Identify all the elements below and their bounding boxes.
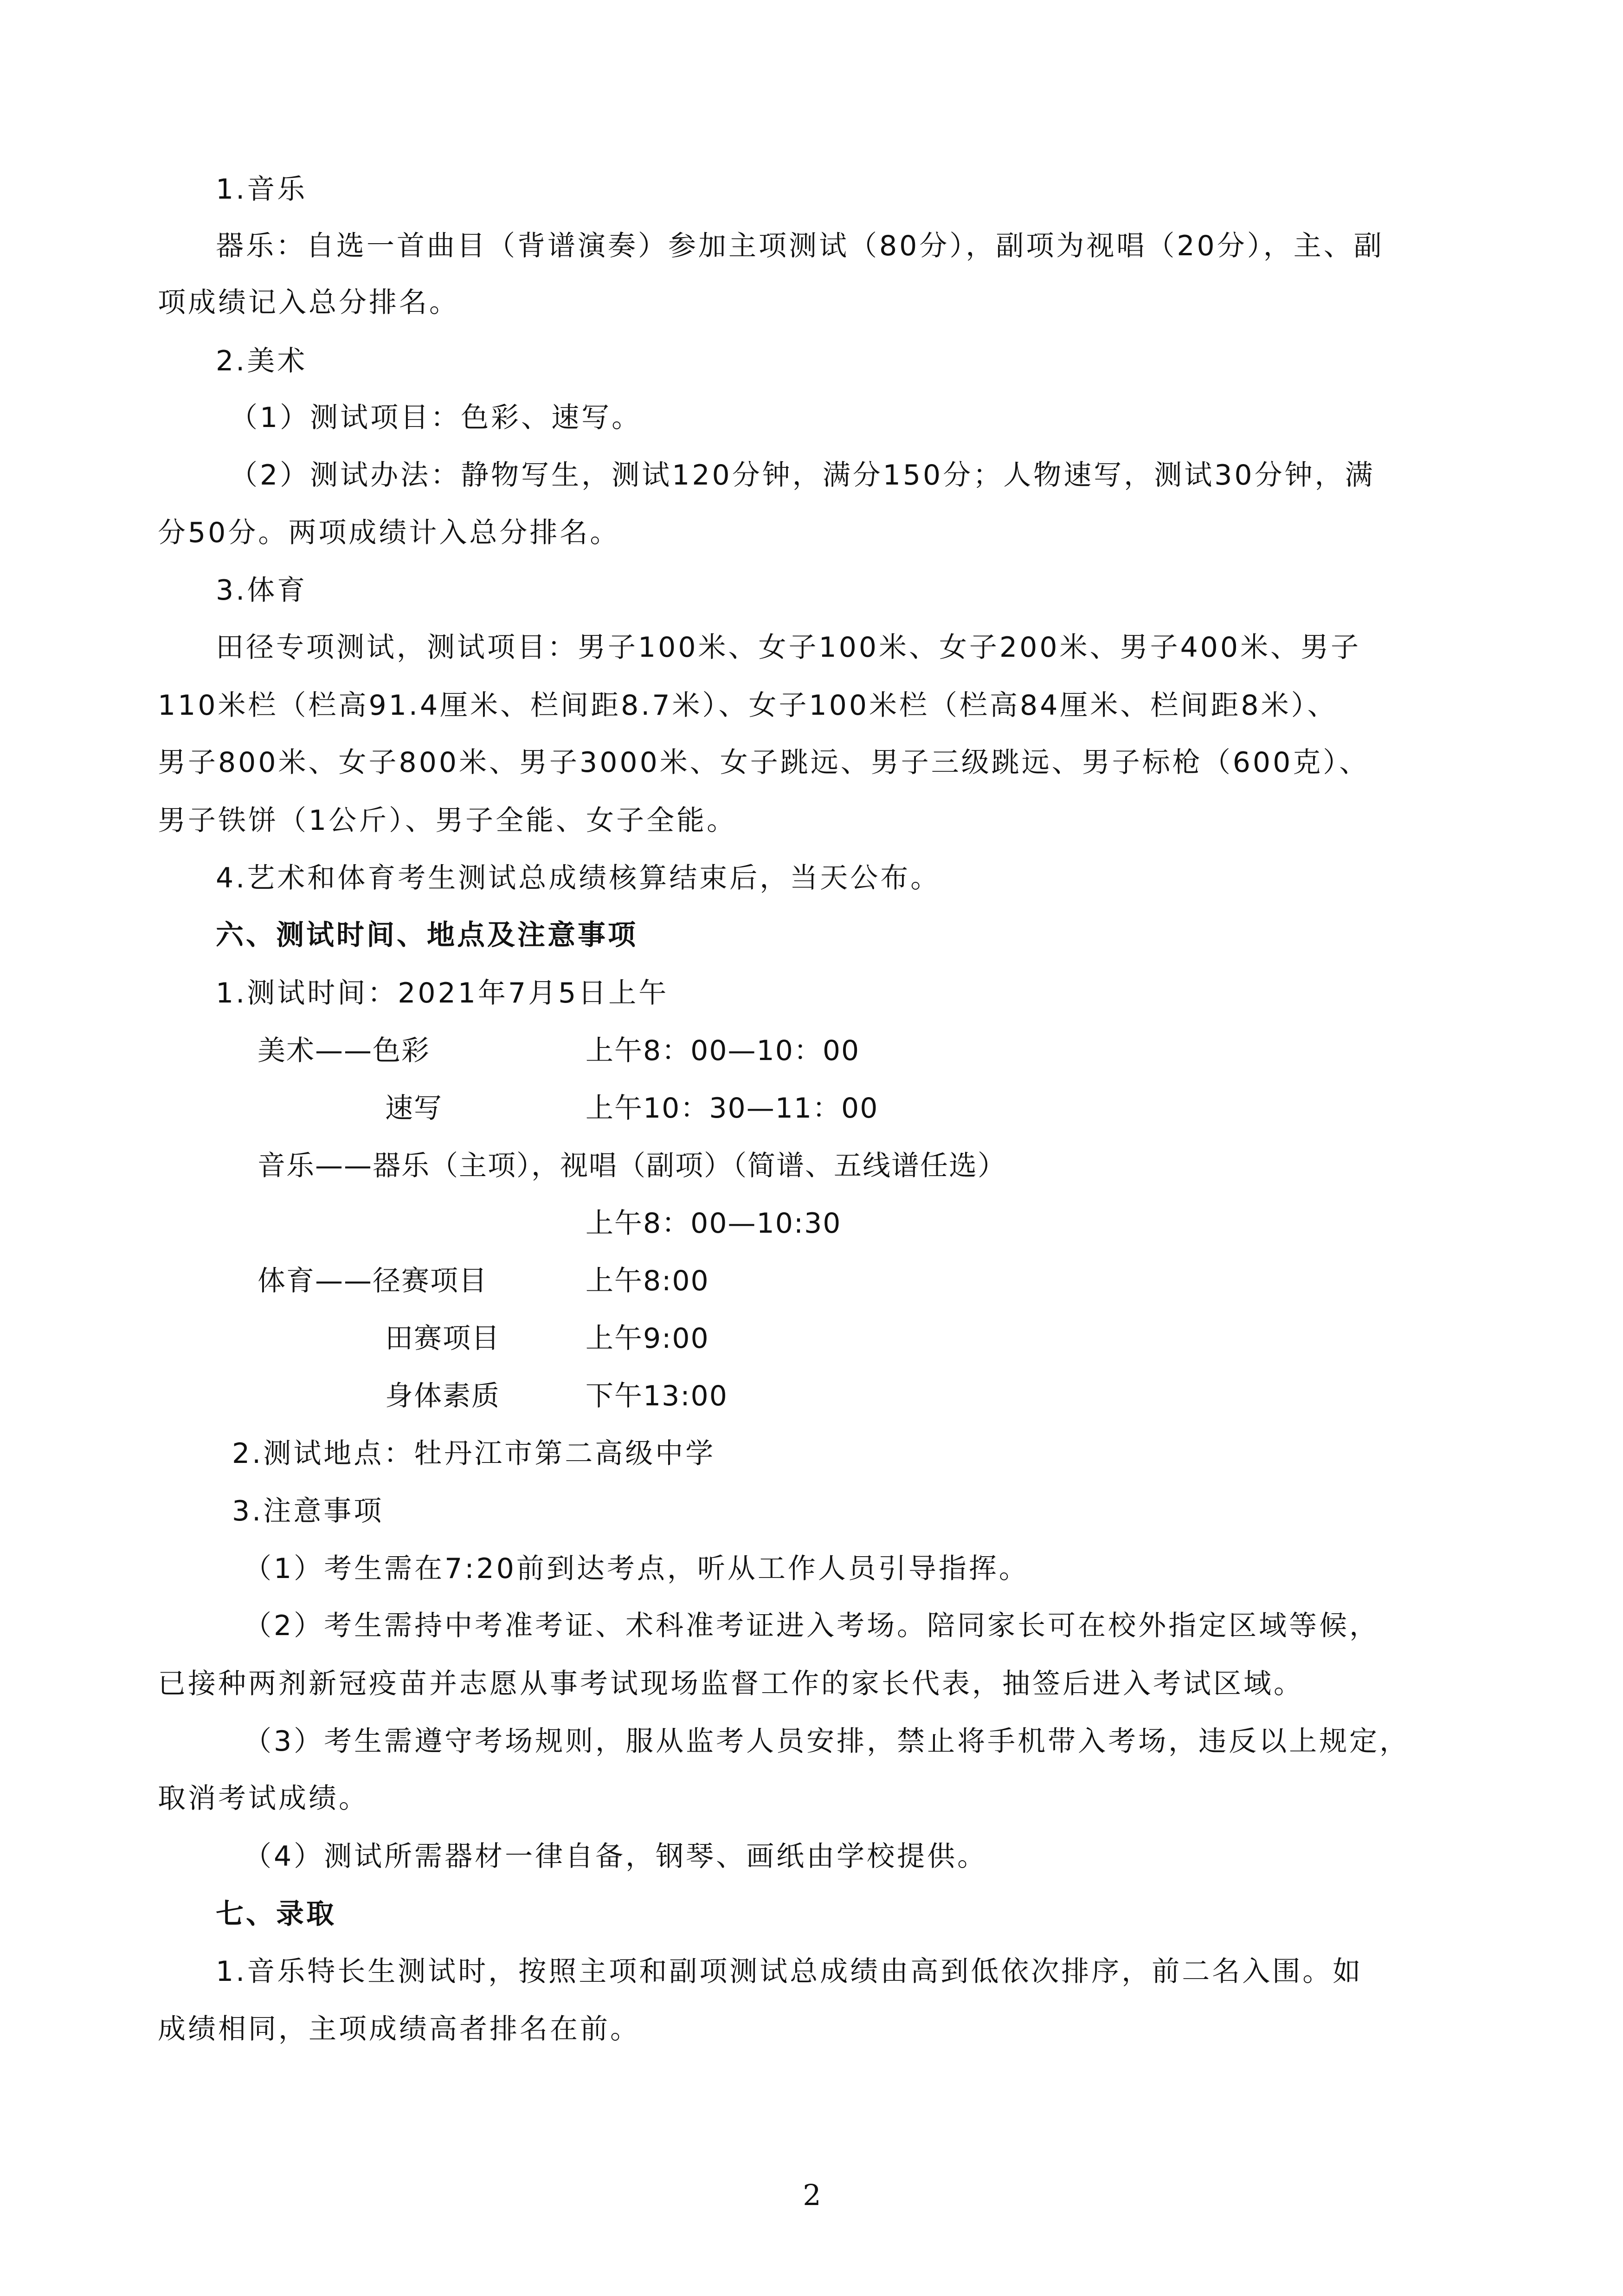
art-heading: 2.美术 [216,345,308,377]
results-note: 4.艺术和体育考生测试总成绩核算结束后，当天公布。 [216,862,941,894]
note-1: （1）考生需在7:20前到达考点，听从工作人员引导指挥。 [244,1552,1029,1585]
section-6-title: 六、测试时间、地点及注意事项 [216,919,638,951]
pe-field-label: 田赛项目 [385,1322,500,1355]
pe-track-label: 体育——径赛项目 [258,1265,488,1297]
art-color-label: 美术——色彩 [258,1035,430,1067]
test-location: 2.测试地点：牡丹江市第二高级中学 [232,1437,716,1470]
note-4: （4）测试所需器材一律自备，钢琴、画纸由学校提供。 [244,1840,988,1873]
page-number: 2 [803,2178,821,2212]
art-items: （1）测试项目：色彩、速写。 [230,401,642,434]
pe-field-time: 上午9:00 [586,1322,709,1355]
pe-items-line-1: 田径专项测试，测试项目：男子100米、女子100米、女子200米、男子400米、男子 [216,631,1361,664]
pe-fitness-time: 下午13:00 [586,1380,728,1412]
music-heading: 1.音乐 [216,173,308,206]
art-color-time: 上午8：00—10：00 [586,1035,860,1067]
pe-items-line-2: 110米栏（栏高91.4厘米、栏间距8.7米）、女子100米栏（栏高84厘米、栏间距8米）、 [158,689,1338,722]
music-schedule-label: 音乐——器乐（主项），视唱（副项）（简谱、五线谱任选） [258,1150,1006,1182]
instrument-paragraph-line-1: 器乐：自选一首曲目（背谱演奏）参加主项测试（80分），副项为视唱（20分），主、副 [216,230,1384,262]
art-sketch-time: 上午10：30—11：00 [586,1092,879,1125]
pe-items-line-3: 男子800米、女子800米、男子3000米、女子跳远、男子三级跳远、男子标枪（600克）、 [158,746,1370,779]
notes-heading: 3.注意事项 [232,1495,384,1527]
music-schedule-time: 上午8：00—10:30 [586,1207,842,1240]
section-7-title: 七、录取 [216,1898,336,1930]
art-method-line-2: 分50分。两项成绩计入总分排名。 [158,517,620,549]
pe-fitness-label: 身体素质 [385,1380,500,1412]
admission-1-line-1: 1.音乐特长生测试时，按照主项和副项测试总成绩由高到低依次排序，前二名入围。如 [216,1955,1363,1988]
pe-items-line-4: 男子铁饼（1公斤）、男子全能、女子全能。 [158,804,737,837]
pe-track-time: 上午8:00 [586,1265,709,1297]
art-sketch-label: 速写 [385,1092,443,1125]
instrument-paragraph-line-2: 项成绩记入总分排名。 [158,286,459,319]
pe-heading: 3.体育 [216,574,308,607]
art-method-line-1: （2）测试办法：静物写生，测试120分钟，满分150分；人物速写，测试30分钟，满 [230,459,1375,492]
note-2-line-2: 已接种两剂新冠疫苗并志愿从事考试现场监督工作的家长代表，抽签后进入考试区域。 [158,1668,1304,1700]
note-3-line-1: （3）考生需遵守考场规则，服从监考人员安排，禁止将手机带入考场，违反以上规定， [244,1725,1410,1758]
test-time: 1.测试时间：2021年7月5日上午 [216,977,669,1009]
admission-1-line-2: 成绩相同，主项成绩高者排名在前。 [158,2013,640,2045]
note-2-line-1: （2）考生需持中考准考证、术科准考证进入考场。陪同家长可在校外指定区域等候， [244,1610,1380,1642]
note-3-line-2: 取消考试成绩。 [158,1782,369,1815]
